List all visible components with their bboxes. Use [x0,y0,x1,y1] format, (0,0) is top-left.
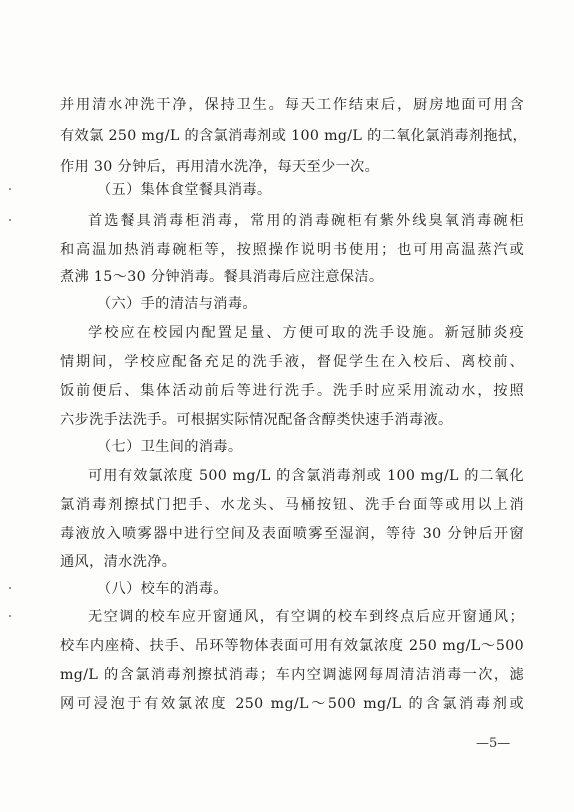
section-heading-6: （六）手的清洁与消毒。 [97,296,257,312]
body-line-10: 情期间，学校应配备充足的洗手液，督促学生在入校后、离校前、 [60,354,524,370]
body-line-5: 首选餐具消毒柜消毒，常用的消毒碗柜有紫外线臭氧消毒碗柜 [88,213,524,229]
body-line-22: 网可浸泡于有效氯浓度 250 mg/L～500 mg/L 的含氯消毒剂或 [60,696,524,712]
margin-mark [9,615,11,617]
section-heading-8: （八）校车的消毒。 [97,581,228,597]
body-line-21: mg/L 的含氯消毒剂擦拭消毒；车内空调滤网每周清洁消毒一次，滤 [60,667,524,683]
page-number: —5— [476,736,511,751]
body-line-17: 通风，清水洗净。 [60,554,177,570]
margin-mark [9,188,11,190]
body-line-7: 煮沸 15～30 分钟消毒。餐具消毒后应注意保洁。 [60,269,384,285]
body-line-16: 毒液放入喷雾器中进行空间及表面喷雾至湿润，等待 30 分钟后开窗 [60,526,524,542]
body-line-15: 氯消毒剂擦拭门把手、水龙头、马桶按钮、洗手台面等或用以上消 [60,497,524,513]
section-heading-5: （五）集体食堂餐具消毒。 [97,182,272,198]
section-heading-7: （七）卫生间的消毒。 [97,439,243,455]
margin-mark [9,219,11,221]
body-line-9: 学校应在校园内配置足量、方便可取的洗手设施。新冠肺炎疫 [88,325,524,341]
body-line-2: 有效氯 250 mg/L 的含氯消毒剂或 100 mg/L 的二氧化氯消毒剂拖拭， [60,128,527,144]
body-line-6: 和高温加热消毒碗柜等，按照操作说明书使用；也可用高温蒸汽或 [60,242,524,258]
body-line-19: 无空调的校车应开窗通风，有空调的校车到终点后应开窗通风； [88,609,524,625]
body-line-12: 六步洗手法洗手。可根据实际情况配备含醇类快速手消毒液。 [60,412,453,428]
body-line-11: 饭前便后、集体活动前后等进行洗手。洗手时应采用流动水，按照 [60,383,524,399]
body-line-14: 可用有效氯浓度 500 mg/L 的含氯消毒剂或 100 mg/L 的二氧化 [88,468,524,484]
body-line-3: 作用 30 分钟后，再用清水洗净，每天至少一次。 [60,159,380,175]
body-line-20: 校车内座椅、扶手、吊环等物体表面可用有效氯浓度 250 mg/L～500 [60,638,524,654]
margin-mark [9,587,11,589]
body-line-1: 并用清水冲洗干净，保持卫生。每天工作结束后，厨房地面可用含 [60,97,524,113]
